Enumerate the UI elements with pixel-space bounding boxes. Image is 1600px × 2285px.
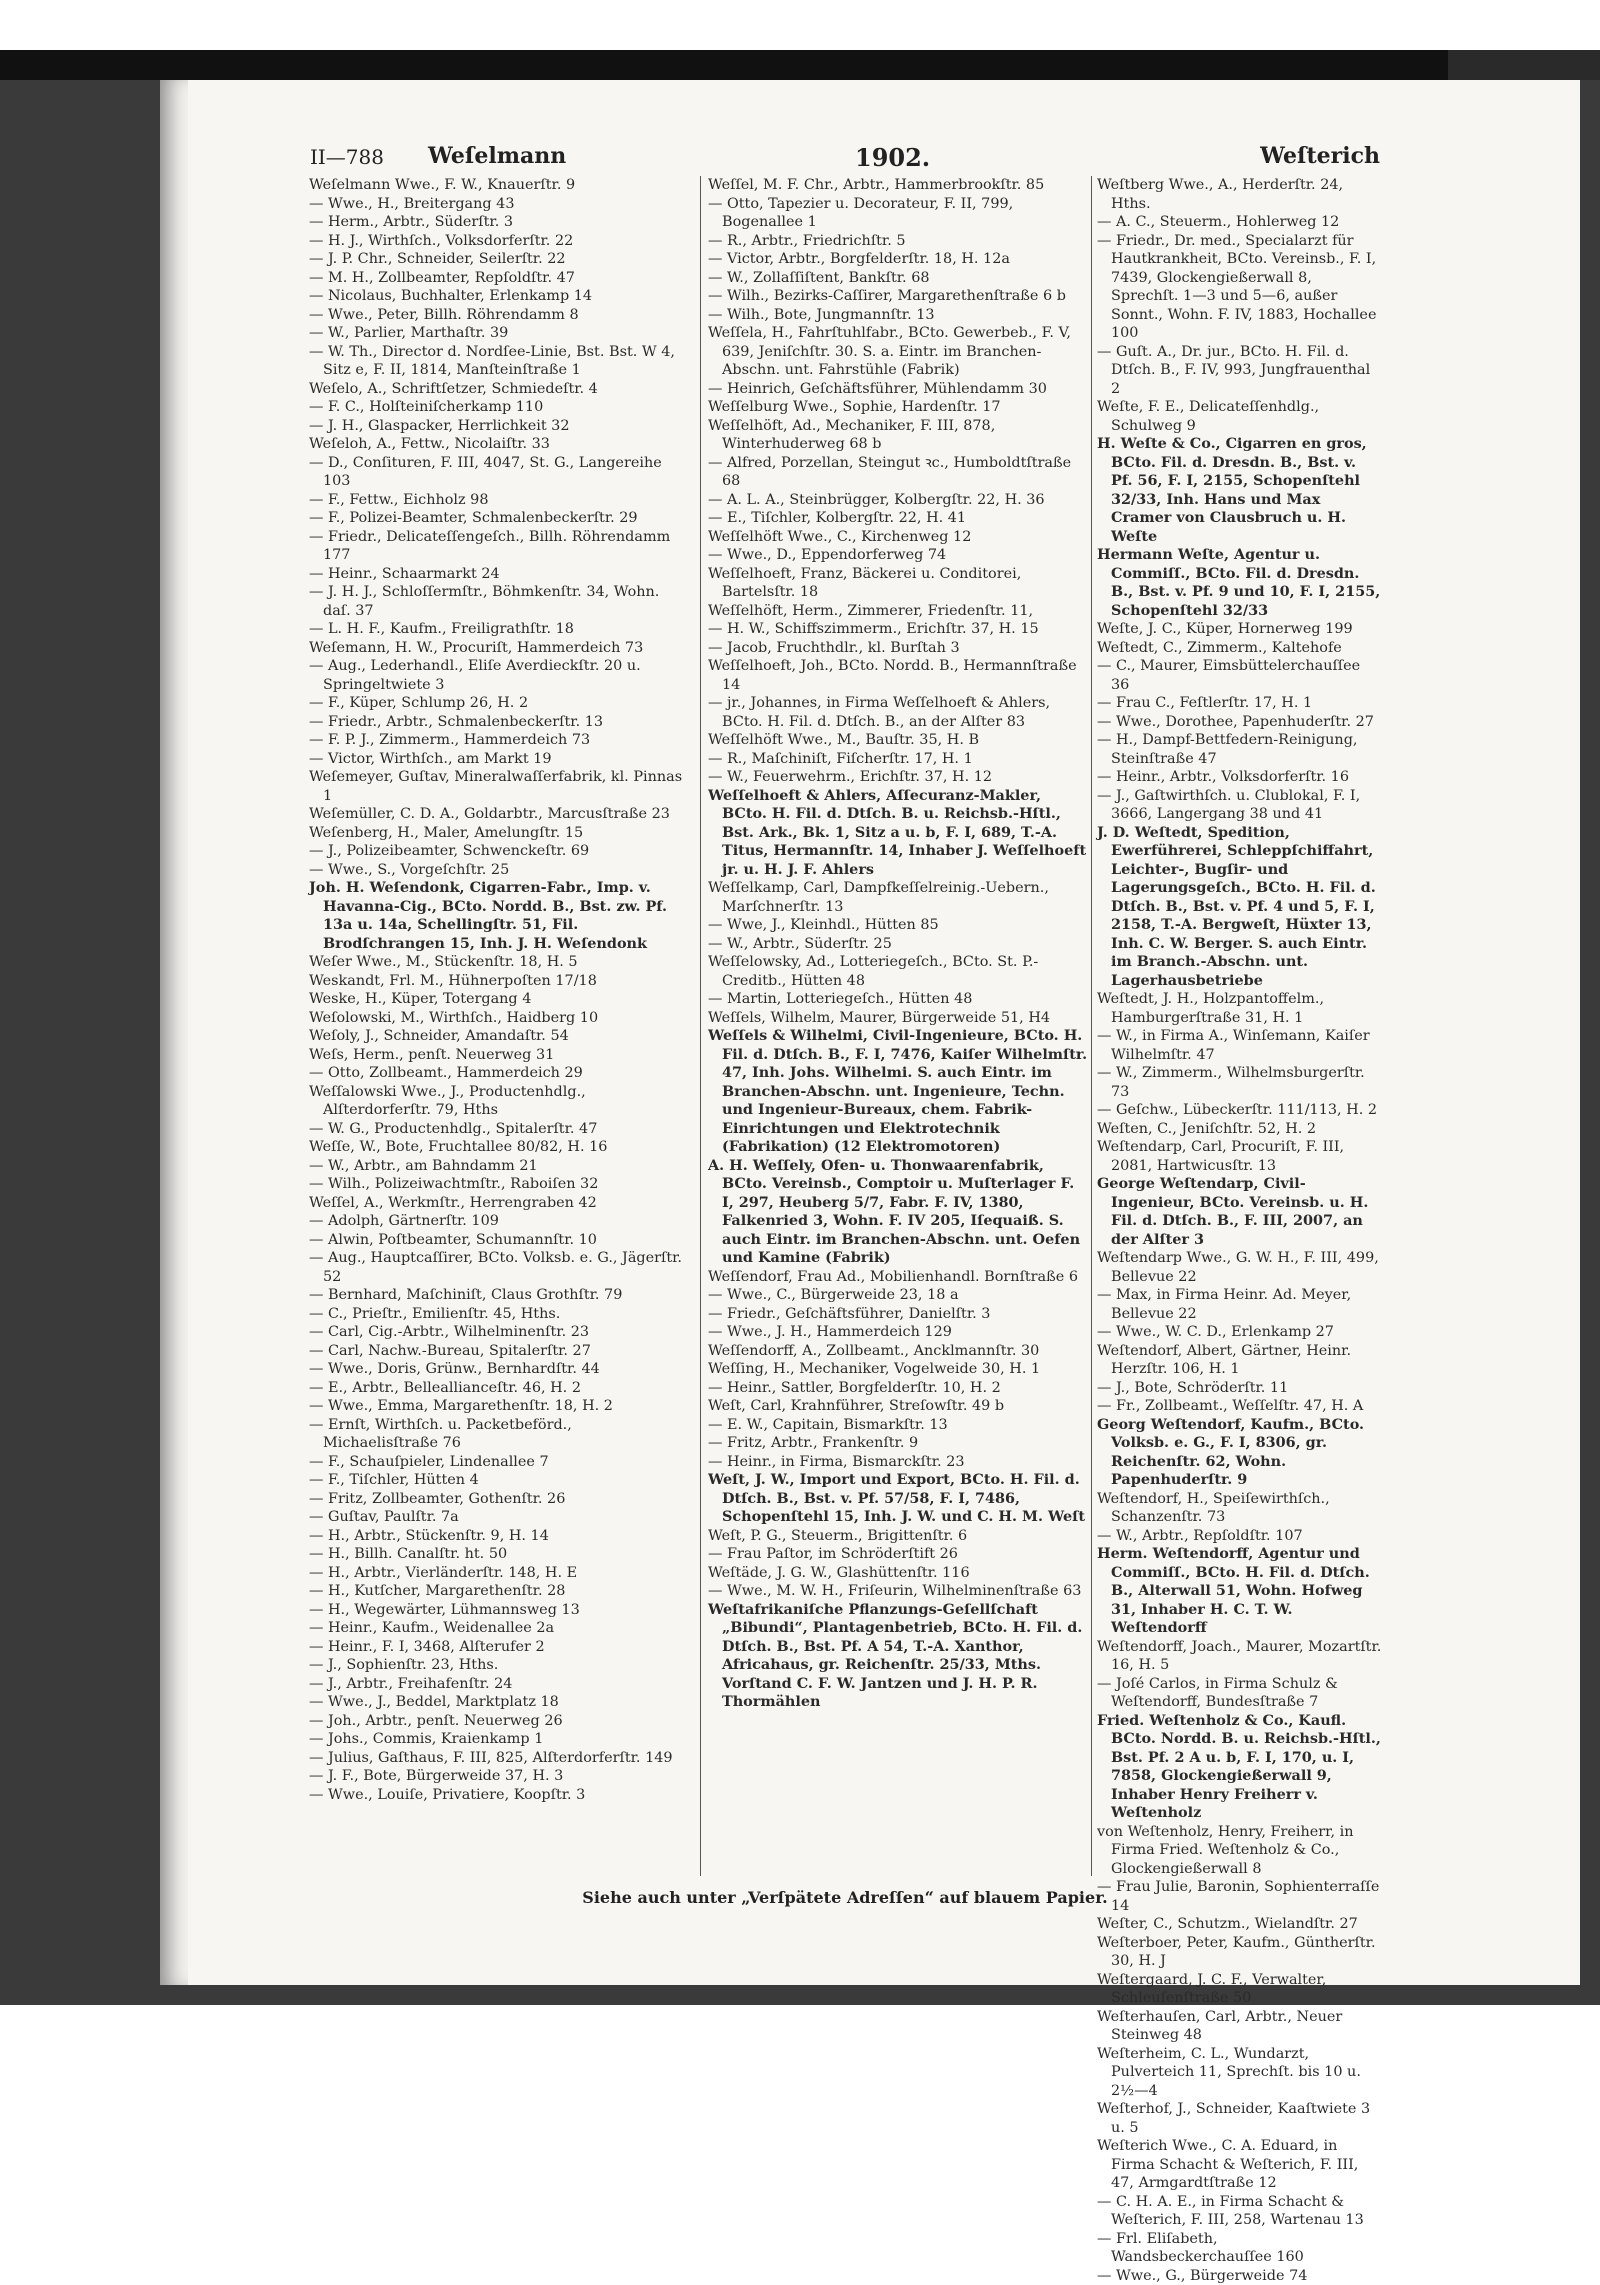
directory-entry: — F. C., Holſteiniſcherkamp 110 [309,398,689,417]
directory-entry: — Fritz, Arbtr., Frankenſtr. 9 [708,1434,1088,1453]
directory-entry: Weſemeyer, Guſtav, Mineralwaſſerfabrik, kl. Pinnas 1 [309,768,689,805]
directory-entry: Weſſela, H., Fahrſtuhlfabr., BCto. Gewerbeb., F. V, 639, Jeniſchſtr. 30. S. a. Eintr. im Branchen-Abschn. unt. Fahrstühle (Fabrik) [708,324,1088,380]
directory-entry: — Wwe., Emma, Margarethenſtr. 18, H. 2 [309,1397,689,1416]
directory-entry: — Wwe., J. H., Hammerdeich 129 [708,1323,1088,1342]
directory-entry: — F., Tiſchler, Hütten 4 [309,1471,689,1490]
directory-entry: Weſtergaard, J. C. F., Verwalter, Schleuſenſtraße 50 [1097,1971,1382,2008]
directory-entry: — Wwe., G., Bürgerweide 74 [1097,2267,1382,2285]
directory-entry: — Victor, Arbtr., Borgfelderſtr. 18, H. 12a [708,250,1088,269]
directory-entry: — Wwe., Peter, Billh. Röhrendamm 8 [309,306,689,325]
directory-entry: Joh. H. Weſendonk, Cigarren-Fabr., Imp. v. Havanna-Cig., BCto. Nordd. B., Bst. zw. Pf. 13a u. 14a, Schellingſtr. 51, Fil. Brodſchrangen 15, Inh. J. H. Weſendonk [309,879,689,953]
directory-entry: — Heinr., in Firma, Bismarckſtr. 23 [708,1453,1088,1472]
directory-entry: — W., Zimmerm., Wilhelmsburgerſtr. 73 [1097,1064,1382,1101]
directory-entry: Herm. Weſtendorff, Agentur und Commiſſ., BCto. H. Fil. d. Dtſch. B., Alterwall 51, Wohn. Hofweg 31, Inhaber H. C. T. W. Weſtendorff [1097,1545,1382,1638]
directory-entry: Weſtendarp, Carl, Procuriſt, F. III, 2081, Hartwicusſtr. 13 [1097,1138,1382,1175]
year: 1902. [855,143,930,172]
directory-entry: — Guſtav, Paulſtr. 7a [309,1508,689,1527]
directory-entry: — Heinr., Sattler, Borgfelderſtr. 10, H. 2 [708,1379,1088,1398]
scan-top-edge [0,50,1600,80]
directory-entry: Weſterboer, Peter, Kaufm., Güntherſtr. 30, H. J [1097,1934,1382,1971]
directory-entry: Weskandt, Frl. M., Hühnerpoſten 17/18 [309,972,689,991]
directory-entry: von Weſtenholz, Henry, Freiherr, in Firma Fried. Weſtenholz & Co., Glockengießerwall 8 [1097,1823,1382,1879]
directory-entry: — J., Polizeibeamter, Schwenckeſtr. 69 [309,842,689,861]
directory-entry: — R., Maſchiniſt, Fiſcherſtr. 17, H. 1 [708,750,1088,769]
directory-entry: — Friedr., Arbtr., Schmalenbeckerſtr. 13 [309,713,689,732]
directory-entry: — W. Th., Director d. Nordſee-Linie, Bst. Bst. W 4, Sitz e, F. II, 1814, Manſteinſtraße 1 [309,343,689,380]
directory-entry: Georg Weſtendorf, Kaufm., BCto. Volksb. e. G., F. I, 8306, gr. Reichenſtr. 62, Wohn. Papenhuderſtr. 9 [1097,1416,1382,1490]
directory-entry: — H., Arbtr., Stückenſtr. 9, H. 14 [309,1527,689,1546]
directory-entry: — Aug., Hauptcaſſirer, BCto. Volksb. e. G., Jägerſtr. 52 [309,1249,689,1286]
directory-entry: Weſtendorf, H., Speiſewirthſch., Schanzenſtr. 73 [1097,1490,1382,1527]
directory-entry: — Heinr., Schaarmarkt 24 [309,565,689,584]
directory-entry: Weske, H., Küper, Totergang 4 [309,990,689,1009]
directory-entry: — D., Conſituren, F. III, 4047, St. G., Langereihe 103 [309,454,689,491]
directory-entry: Weſſel, A., Werkmſtr., Herrengraben 42 [309,1194,689,1213]
directory-entry: Weſer Wwe., M., Stückenſtr. 18, H. 5 [309,953,689,972]
directory-entry: — H., Arbtr., Vierländerſtr. 148, H. E [309,1564,689,1583]
page-header [310,145,1380,173]
directory-entry: Weſſels, Wilhelm, Maurer, Bürgerweide 51, H4 [708,1009,1088,1028]
directory-entry: — Wwe., S., Vorgeſchſtr. 25 [309,861,689,880]
directory-entry: — R., Arbtr., Friedrichſtr. 5 [708,232,1088,251]
directory-entry: — H. W., Schiffszimmerm., Erichſtr. 37, H. 15 [708,620,1088,639]
directory-entry: Weſſelhöft Wwe., C., Kirchenweg 12 [708,528,1088,547]
directory-entry: — Julius, Gaſthaus, F. III, 825, Alſterdorferſtr. 149 [309,1749,689,1768]
directory-entry: — W., Arbtr., am Bahndamm 21 [309,1157,689,1176]
directory-entry: Weſtberg Wwe., A., Herderſtr. 24, Hths. [1097,176,1382,213]
directory-entry: — Adolph, Gärtnerſtr. 109 [309,1212,689,1231]
directory-entry: — Frau Julie, Baronin, Sophienterraſſe 14 [1097,1878,1382,1915]
directory-entry: Weſtäde, J. G. W., Glashüttenſtr. 116 [708,1564,1088,1583]
directory-entry: — H., Dampf-Bettfedern-Reinigung, Steinſtraße 47 [1097,731,1382,768]
directory-entry: — Otto, Tapezier u. Decorateur, F. II, 799, Bogenallee 1 [708,195,1088,232]
directory-entry: Weſoly, J., Schneider, Amandaſtr. 54 [309,1027,689,1046]
directory-entry: — L. H. F., Kaufm., Freiligrathſtr. 18 [309,620,689,639]
directory-entry: Weſſalowski Wwe., J., Productenhdlg., Alſterdorferſtr. 79, Hths [309,1083,689,1120]
directory-entry: — Jacob, Fruchthdlr., kl. Burſtah 3 [708,639,1088,658]
directory-entry: — Otto, Zollbeamt., Hammerdeich 29 [309,1064,689,1083]
column-3 [1097,176,1382,1886]
directory-entry: — Alfred, Porzellan, Steingut ꝛc., Humboldtſtraße 68 [708,454,1088,491]
directory-entry: Weſterhof, J., Schneider, Kaaſtwiete 3 u. 5 [1097,2100,1382,2137]
directory-entry: — Bernhard, Maſchiniſt, Claus Grothſtr. 79 [309,1286,689,1305]
directory-entry: — F. P. J., Zimmerm., Hammerdeich 73 [309,731,689,750]
directory-entry: — H., Wegewärter, Lühmannsweg 13 [309,1601,689,1620]
directory-entry: — Wwe., Louiſe, Privatiere, Koopſtr. 3 [309,1786,689,1805]
directory-entry: Weſſelhoeft, Franz, Bäckerei u. Conditorei, Bartelsſtr. 18 [708,565,1088,602]
directory-entry: Weſterhauſen, Carl, Arbtr., Neuer Steinweg 48 [1097,2008,1382,2045]
directory-entry: — Frau C., Feſtlerſtr. 17, H. 1 [1097,694,1382,713]
directory-entry: — E. W., Capitain, Bismarkſtr. 13 [708,1416,1088,1435]
directory-entry: — Wwe., J., Beddel, Marktplatz 18 [309,1693,689,1712]
directory-entry: — Heinr., Arbtr., Volksdorferſtr. 16 [1097,768,1382,787]
directory-entry: — J., Gaſtwirthſch. u. Clublokal, F. I, 3666, Langergang 38 und 41 [1097,787,1382,824]
directory-entry: — Guſt. A., Dr. jur., BCto. H. Fil. d. Dtſch. B., F. IV, 993, Jungfrauenthal 2 [1097,343,1382,399]
directory-entry: — J. P. Chr., Schneider, Seilerſtr. 22 [309,250,689,269]
directory-entry: — Joh., Arbtr., penſt. Neuerweg 26 [309,1712,689,1731]
directory-entry: Weſelo, A., Schriftſetzer, Schmiedeſtr. 4 [309,380,689,399]
directory-entry: Weſte, J. C., Küper, Hornerweg 199 [1097,620,1382,639]
directory-entry: — E., Arbtr., Belleallianceſtr. 46, H. 2 [309,1379,689,1398]
directory-entry: — Herm., Arbtr., Süderſtr. 3 [309,213,689,232]
directory-entry: — Carl, Nachw.-Bureau, Spitalerſtr. 27 [309,1342,689,1361]
directory-entry: — W., Feuerwehrm., Erichſtr. 37, H. 12 [708,768,1088,787]
directory-entry: — E., Tiſchler, Kolbergſtr. 22, H. 41 [708,509,1088,528]
directory-entry: — F., Küper, Schlump 26, H. 2 [309,694,689,713]
directory-entry: — Wwe., Dorothee, Papenhuderſtr. 27 [1097,713,1382,732]
column-divider [1091,176,1092,1876]
directory-entry: — J. H. J., Schloſſermſtr., Böhmkenſtr. 34, Wohn. daſ. 37 [309,583,689,620]
directory-entry: Weſſelhöft, Herm., Zimmerer, Friedenſtr. 11, [708,602,1088,621]
directory-entry: — Max, in Firma Heinr. Ad. Meyer, Bellevue 22 [1097,1286,1382,1323]
directory-entry: Weſtafrikaniſche Pflanzungs-Geſellſchaft „Bibundi“, Plantagenbetrieb, BCto. H. Fil. d. Dtſch. B., Bst. Pf. A 54, T.-A. Xanthor, Africahaus, gr. Reichenſtr. 25/33, Mths. Vorſtand C. F. W. Jantzen und J. H. P. R. Thormählen [708,1601,1088,1712]
directory-entry: — C., Maurer, Eimsbüttelerchauſſee 36 [1097,657,1382,694]
directory-entry: — Ernſt, Wirthſch. u. Packetbeförd., Michaelisſtraße 76 [309,1416,689,1453]
page-number: II—788 [310,145,384,169]
column-divider [700,176,701,1876]
directory-entry: Weſſelkamp, Carl, Dampfkeſſelreinig.-Uebern., Marſchnerſtr. 13 [708,879,1088,916]
directory-entry: — Johs., Commis, Kraienkamp 1 [309,1730,689,1749]
directory-entry: — W., in Firma A., Winſemann, Kaiſer Wilhelmſtr. 47 [1097,1027,1382,1064]
directory-entry: Weſt, Carl, Krahnführer, Streſowſtr. 49 b [708,1397,1088,1416]
left-keyword: Weſelmann [428,143,566,169]
directory-entry: Fried. Weſtenholz & Co., Kaufl. BCto. Nordd. B. u. Reichsb.-Hſtl., Bst. Pf. 2 A u. b, F. I, 170, u. I, 7858, Glockengießerwall 9, Inhaber Henry Freiherr v. Weſtenholz [1097,1712,1382,1823]
directory-entry: — C. H. A. E., in Firma Schacht & Weſterich, F. III, 258, Wartenau 13 [1097,2193,1382,2230]
directory-entry: — W., Arbtr., Repſoldſtr. 107 [1097,1527,1382,1546]
scan-right-edge [1448,50,1600,80]
directory-entry: Weſſendorf, Frau Ad., Mobilienhandl. Bornſtraße 6 [708,1268,1088,1287]
directory-entry: — Wwe., H., Breitergang 43 [309,195,689,214]
directory-entry: — J., Arbtr., Freihafenſtr. 24 [309,1675,689,1694]
directory-entry: — W., Arbtr., Süderſtr. 25 [708,935,1088,954]
directory-entry: — Carl, Cig.-Arbtr., Wilhelminenſtr. 23 [309,1323,689,1342]
directory-entry: — Wwe, J., Kleinhdl., Hütten 85 [708,916,1088,935]
directory-entry: Weſeloh, A., Fettw., Nicolaiſtr. 33 [309,435,689,454]
directory-entry: Weſſels & Wilhelmi, Civil-Ingenieure, BCto. H. Fil. d. Dtſch. B., F. I, 7476, Kaiſer Wilhelmſtr. 47, Inh. Johs. Wilhelmi. S. auch Eintr. im Branchen-Abschn. unt. Ingenieure, Techn. und Ingenieur-Bureaux, chem. Fabrik-Einrichtungen und Elektrotechnik (Fabrikation) (12 Elektromotoren) [708,1027,1088,1157]
directory-entry: — A. L. A., Steinbrügger, Kolbergſtr. 22, H. 36 [708,491,1088,510]
directory-entry: H. Weſte & Co., Cigarren en gros, BCto. Fil. d. Dresdn. B., Bst. v. Pf. 56, F. I, 2155, Schopenſtehl 32/33, Inh. Hans und Max Cramer von Clausbruch u. H. Weſte [1097,435,1382,546]
footer-note: Siehe auch unter „Verſpätete Adreſſen“ auf blauem Papier. [310,1888,1380,1907]
directory-entry: — Friedr., Geſchäftsführer, Danielſtr. 3 [708,1305,1088,1324]
directory-entry: Weſemüller, C. D. A., Goldarbtr., Marcusſtraße 23 [309,805,689,824]
directory-entry: — Heinr., F. I, 3468, Alſterufer 2 [309,1638,689,1657]
directory-entry: — H. J., Wirthſch., Volksdorferſtr. 22 [309,232,689,251]
directory-entry: Weſſe, W., Bote, Fruchtallee 80/82, H. 16 [309,1138,689,1157]
directory-entry: Weſten, C., Jeniſchſtr. 52, H. 2 [1097,1120,1382,1139]
column-2 [708,176,1088,1886]
directory-entry: — Friedr., Delicateſſengeſch., Billh. Röhrendamm 177 [309,528,689,565]
directory-entry: Weſtedt, C., Zimmerm., Kaltehofe [1097,639,1382,658]
directory-entry: — W., Zollaſſiſtent, Bankſtr. 68 [708,269,1088,288]
directory-entry: Weſſelhoeft & Ahlers, Aſſecuranz-Makler, BCto. H. Fil. d. Dtſch. B. u. Reichsb.-Hſtl., Bst. Ark., Bk. 1, Sitz a u. b, F. I, 689, T.-A. Titus, Hermannſtr. 14, Inhaber J. Weſſelhoeft jr. u. H. J. F. Ahlers [708,787,1088,880]
directory-entry: Weſtendorff, Joach., Maurer, Mozartſtr. 16, H. 5 [1097,1638,1382,1675]
directory-entry: Weſſelhoeft, Joh., BCto. Nordd. B., Hermannſtraße 14 [708,657,1088,694]
right-keyword: Weſterich [1260,143,1380,169]
directory-entry: — Aug., Lederhandl., Eliſe Averdieckſtr. 20 u. Springeltwiete 3 [309,657,689,694]
directory-entry: J. D. Weſtedt, Spedition, Ewerführerei, Schleppſchiffahrt, Leichter-, Bugſir- und Lagerungsgeſch., BCto. H. Fil. d. Dtſch. B., Bst. v. Pf. 4 und 5, F. I, 2158, T.-A. Bergweſt, Hüxter 13, Inh. C. W. Berger. S. auch Eintr. im Branch.-Abschn. unt. Lagerhausbetriebe [1097,824,1382,991]
directory-entry: — Wwe., Doris, Grünw., Bernhardſtr. 44 [309,1360,689,1379]
directory-entry: Weſter, C., Schutzm., Wielandſtr. 27 [1097,1915,1382,1934]
directory-entry: — Wwe., C., Bürgerweide 23, 18 a [708,1286,1088,1305]
directory-entry: Weſſendorff, A., Zollbeamt., Ancklmannſtr. 30 [708,1342,1088,1361]
directory-entry: Weſs, Herm., penſt. Neuerweg 31 [309,1046,689,1065]
directory-entry: Weſſel, M. F. Chr., Arbtr., Hammerbrookſtr. 85 [708,176,1088,195]
directory-entry: Weſte, F. E., Delicateſſenhdlg., Schulweg 9 [1097,398,1382,435]
directory-entry: — A. C., Steuerm., Hohlerweg 12 [1097,213,1382,232]
directory-entry: Weſſelhöft Wwe., M., Bauſtr. 35, H. B [708,731,1088,750]
directory-entry: — Alwin, Poſtbeamter, Schumannſtr. 10 [309,1231,689,1250]
directory-entry: — W. G., Productenhdlg., Spitalerſtr. 47 [309,1120,689,1139]
directory-entry: — C., Prieſtr., Emilienſtr. 45, Hths. [309,1305,689,1324]
directory-entry: — Friedr., Dr. med., Specialarzt für Hautkrankheit, BCto. Vereinsb., F. I, 7439, Glockengießerwall 8, Sprechſt. 1—3 und 5—6, außer Sonnt., Wohn. F. IV, 1883, Hochallee 100 [1097,232,1382,343]
directory-entry: Weſtedt, J. H., Holzpantoffelm., Hamburgerſtraße 31, H. 1 [1097,990,1382,1027]
directory-entry: — Martin, Lotteriegeſch., Hütten 48 [708,990,1088,1009]
directory-entry: Weſt, J. W., Import und Export, BCto. H. Fil. d. Dtſch. B., Bst. v. Pf. 57/58, F. I, 7486, Schopenſtehl 15, Inh. J. W. und C. H. M. Weſt [708,1471,1088,1527]
directory-entry: — Geſchw., Lübeckerſtr. 111/113, H. 2 [1097,1101,1382,1120]
directory-entry: — Heinr., Kaufm., Weidenallee 2a [309,1619,689,1638]
directory-entry: Weſolowski, M., Wirthſch., Haidberg 10 [309,1009,689,1028]
directory-entry: — J., Bote, Schröderſtr. 11 [1097,1379,1382,1398]
directory-entry: Hermann Weſte, Agentur u. Commiſſ., BCto. Fil. d. Dresdn. B., Bst. v. Pf. 9 und 10, F. I, 2155, Schopenſtehl 32/33 [1097,546,1382,620]
directory-entry: Weſſelhöft, Ad., Mechaniker, F. III, 878, Winterhuderweg 68 b [708,417,1088,454]
directory-entry: Weſtendorf, Albert, Gärtner, Heinr. Herzſtr. 106, H. 1 [1097,1342,1382,1379]
directory-entry: — jr., Johannes, in Firma Weſſelhoeft & Ahlers, BCto. H. Fil. d. Dtſch. B., an der Alſter 83 [708,694,1088,731]
directory-entry: — M. H., Zollbeamter, Repſoldſtr. 47 [309,269,689,288]
directory-entry: — H., Kutſcher, Margarethenſtr. 28 [309,1582,689,1601]
directory-entry: — F., Fettw., Eichholz 98 [309,491,689,510]
directory-entry: — Wwe., D., Eppendorferweg 74 [708,546,1088,565]
directory-entry: Weſſelburg Wwe., Sophie, Hardenſtr. 17 [708,398,1088,417]
directory-entry: — W., Parlier, Marthaſtr. 39 [309,324,689,343]
directory-entry: — Victor, Wirthſch., am Markt 19 [309,750,689,769]
directory-entry: — Fr., Zollbeamt., Weſſelſtr. 47, H. A [1097,1397,1382,1416]
directory-entry: George Weſtendarp, Civil-Ingenieur, BCto. Vereinsb. u. H. Fil. d. Dtſch. B., F. III, 2007, an der Alſter 3 [1097,1175,1382,1249]
directory-entry: Weſt, P. G., Steuerm., Brigittenſtr. 6 [708,1527,1088,1546]
directory-entry: Weſſing, H., Mechaniker, Vogelweide 30, H. 1 [708,1360,1088,1379]
column-1 [309,176,689,1886]
directory-entry: Weſtendarp Wwe., G. W. H., F. III, 499, Bellevue 22 [1097,1249,1382,1286]
directory-entry: Weſterich Wwe., C. A. Eduard, in Firma Schacht & Weſterich, F. III, 47, Armgardtſtraße 12 [1097,2137,1382,2193]
directory-entry: — Wilh., Polizeiwachtmſtr., Raboiſen 32 [309,1175,689,1194]
directory-entry: A. H. Weſſely, Ofen- u. Thonwaarenfabrik, BCto. Vereinsb., Comptoir u. Muſterlager F. I, 297, Heuberg 5/7, Fabr. F. IV, 1380, Falkenried 3, Wohn. F. IV 205, Iſequaiß. S. auch Eintr. im Branchen-Abschn. unt. Oefen und Kamine (Fabrik) [708,1157,1088,1268]
directory-entry: Weſterheim, C. L., Wundarzt, Pulverteich 11, Sprechſt. bis 10 u. 2½—4 [1097,2045,1382,2101]
directory-entry: — Fritz, Zollbeamter, Gothenſtr. 26 [309,1490,689,1509]
directory-entry: — J. F., Bote, Bürgerweide 37, H. 3 [309,1767,689,1786]
directory-entry: — Frl. Eliſabeth, Wandsbeckerchauſſee 160 [1097,2230,1382,2267]
directory-entry: Weſſelowsky, Ad., Lotteriegeſch., BCto. St. P.-Creditb., Hütten 48 [708,953,1088,990]
directory-entry: — Wwe., M. W. H., Friſeurin, Wilhelminenſtraße 63 [708,1582,1088,1601]
directory-entry: — Wilh., Bezirks-Caſſirer, Margarethenſtraße 6 b [708,287,1088,306]
directory-entry: — Wwe., W. C. D., Erlenkamp 27 [1097,1323,1382,1342]
directory-entry: — Nicolaus, Buchhalter, Erlenkamp 14 [309,287,689,306]
directory-entry: Weſenberg, H., Maler, Amelungſtr. 15 [309,824,689,843]
directory-entry: Weſemann, H. W., Procuriſt, Hammerdeich 73 [309,639,689,658]
directory-entry: Weſelmann Wwe., F. W., Knauerſtr. 9 [309,176,689,195]
directory-entry: — Joſé Carlos, in Firma Schulz & Weſtendorff, Bundesſtraße 7 [1097,1675,1382,1712]
directory-entry: — Wilh., Bote, Jungmannſtr. 13 [708,306,1088,325]
directory-entry: — F., Polizei-Beamter, Schmalenbeckerſtr. 29 [309,509,689,528]
directory-entry: — H., Billh. Canalſtr. ht. 50 [309,1545,689,1564]
directory-entry: — J. H., Glaspacker, Herrlichkeit 32 [309,417,689,436]
directory-entry: — F., Schauſpieler, Lindenallee 7 [309,1453,689,1472]
directory-entry: — Heinrich, Geſchäftsführer, Mühlendamm 30 [708,380,1088,399]
directory-entry: — J., Sophienſtr. 23, Hths. [309,1656,689,1675]
directory-entry: — Frau Paſtor, im Schröderſtift 26 [708,1545,1088,1564]
